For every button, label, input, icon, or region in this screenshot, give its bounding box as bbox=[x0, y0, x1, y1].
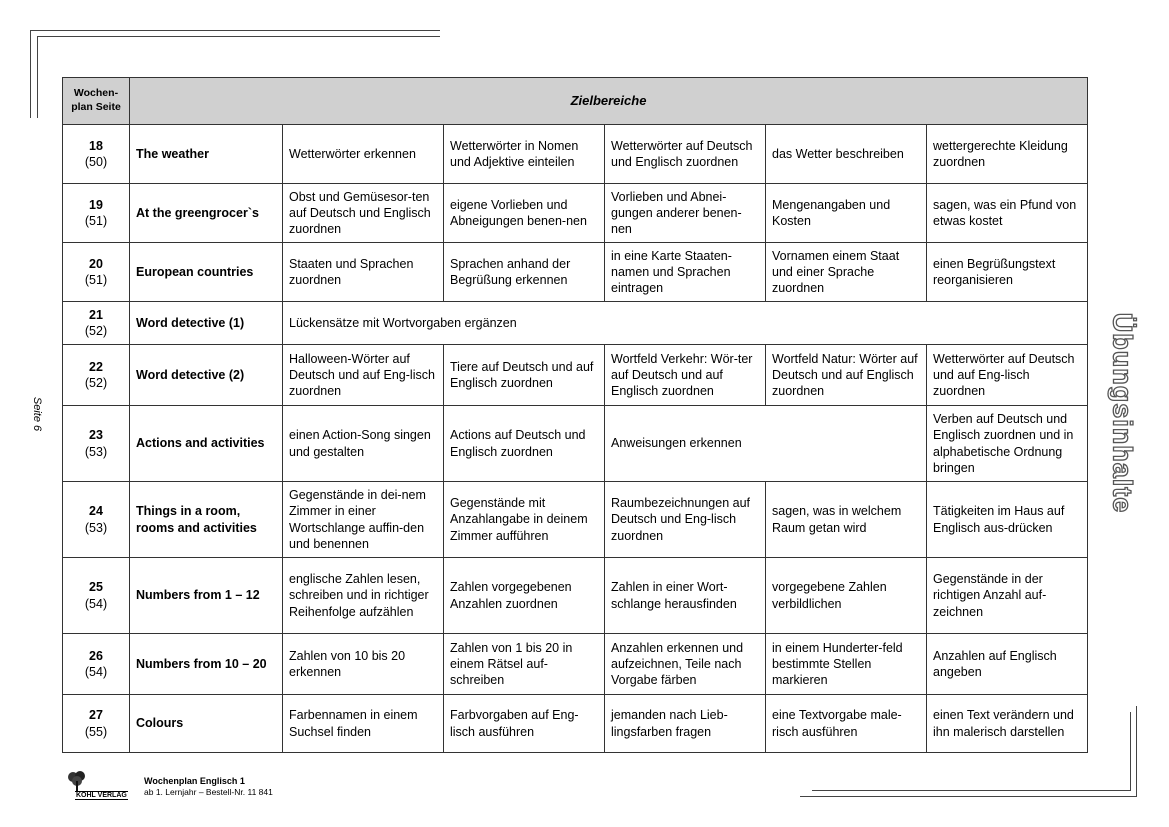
goal-cell: Wetterwörter in Nomen und Adjektive einteilen bbox=[444, 125, 605, 184]
frame-line-top-outer bbox=[30, 30, 440, 31]
goal-cell: Tiere auf Deutsch und auf Englisch zuordnen bbox=[444, 345, 605, 406]
section-title: Übungsinhalte bbox=[1107, 312, 1138, 514]
page-number: 27 bbox=[89, 708, 103, 723]
frame-line-left-outer bbox=[30, 30, 31, 118]
footer-title: Wochenplan Englisch 1 bbox=[144, 776, 245, 786]
table-row bbox=[63, 125, 1088, 184]
goal-cell: Anzahlen auf Englisch angeben bbox=[927, 634, 1088, 695]
page-cell bbox=[63, 482, 130, 558]
goal-cell: Tätigkeiten im Haus auf Englisch aus-drücken bbox=[927, 482, 1088, 558]
goal-cell: englische Zahlen lesen, schreiben und in richtiger Reihenfolge aufzählen bbox=[283, 558, 444, 634]
goal-cell: in eine Karte Staaten-namen und Sprachen eintragen bbox=[605, 243, 766, 302]
goal-cell: jemanden nach Lieb-lingsfarben fragen bbox=[605, 695, 766, 753]
page-cell bbox=[63, 243, 130, 302]
page-cell bbox=[63, 302, 130, 345]
page-sub: (52) bbox=[84, 376, 108, 390]
goal-cell: Wetterwörter auf Deutsch und auf Eng-lisch zuordnen bbox=[927, 345, 1088, 406]
header-page-column: Wochen-plan Seite bbox=[63, 78, 130, 125]
goal-cell: Wetterwörter auf Deutsch und Englisch zuordnen bbox=[605, 125, 766, 184]
goal-cell: eigene Vorlieben und Abneigungen benen-nen bbox=[444, 184, 605, 243]
goal-cell: Wetterwörter erkennen bbox=[283, 125, 444, 184]
goal-cell: Farbennamen in einem Suchsel finden bbox=[283, 695, 444, 753]
goal-cell: Farbvorgaben auf Eng-lisch ausführen bbox=[444, 695, 605, 753]
page-number: 18 bbox=[89, 138, 103, 153]
goal-cell: vorgegebene Zahlen verbildlichen bbox=[766, 558, 927, 634]
topic-cell: Numbers from 1 – 12 bbox=[130, 558, 283, 634]
page-cell bbox=[63, 184, 130, 243]
page-number: 21 bbox=[89, 307, 103, 322]
footer bbox=[64, 770, 324, 804]
goal-cell: Zahlen in einer Wort-schlange herausfinden bbox=[605, 558, 766, 634]
topic-cell: Numbers from 10 – 20 bbox=[130, 634, 283, 695]
page-sub: (53) bbox=[84, 520, 108, 535]
frame-line-bottom-outer bbox=[800, 796, 1136, 797]
goal-cell: Raumbezeichnungen auf Deutsch und Eng-lisch zuordnen bbox=[605, 482, 766, 558]
topic-cell: Colours bbox=[130, 695, 283, 753]
page-sub: (54) bbox=[84, 665, 108, 679]
goal-cell: Verben auf Deutsch und Englisch zuordnen und in alphabetische Ordnung bringen bbox=[927, 406, 1088, 482]
page-number: 23 bbox=[89, 428, 103, 443]
page-sub: (54) bbox=[84, 596, 108, 611]
page-cell bbox=[63, 406, 130, 482]
goal-cell: Staaten und Sprachen zuordnen bbox=[283, 243, 444, 302]
table-row bbox=[63, 345, 1088, 406]
goal-cell: sagen, was in welchem Raum getan wird bbox=[766, 482, 927, 558]
goal-cell: Halloween-Wörter auf Deutsch und auf Eng-lisch zuordnen bbox=[283, 345, 444, 406]
frame-line-left-inner bbox=[37, 36, 38, 118]
frame-line-top-inner bbox=[37, 36, 440, 37]
page-cell bbox=[63, 345, 130, 406]
goal-cell: Zahlen vorgegebenen Anzahlen zuordnen bbox=[444, 558, 605, 634]
table-row bbox=[63, 406, 1088, 482]
goal-cell: sagen, was ein Pfund von etwas kostet bbox=[927, 184, 1088, 243]
table-row bbox=[63, 243, 1088, 302]
goal-cell: Gegenstände in der richtigen Anzahl auf-zeichnen bbox=[927, 558, 1088, 634]
plan-table bbox=[62, 77, 1088, 753]
topic-cell: Word detective (1) bbox=[130, 302, 283, 345]
goal-cell: einen Action-Song singen und gestalten bbox=[283, 406, 444, 482]
frame-line-right-inner bbox=[1130, 712, 1131, 791]
table-row bbox=[63, 558, 1088, 634]
footer-subtitle: ab 1. Lernjahr – Bestell-Nr. 11 841 bbox=[144, 787, 273, 797]
page-sub: (51) bbox=[84, 214, 108, 228]
goal-cell: in einem Hunderter-feld bestimmte Stellen markieren bbox=[766, 634, 927, 695]
goal-cell: Vornamen einem Staat und einer Sprache zuordnen bbox=[766, 243, 927, 302]
goal-cell: eine Textvorgabe male-risch ausführen bbox=[766, 695, 927, 753]
table-row bbox=[63, 482, 1088, 558]
goal-cell: Anweisungen erkennen bbox=[605, 406, 927, 482]
goal-cell: Vorlieben und Abnei-gungen anderer benen-nen bbox=[605, 184, 766, 243]
goal-cell: Anzahlen erkennen und aufzeichnen, Teile nach Vorgabe färben bbox=[605, 634, 766, 695]
goal-cell: einen Begrüßungstext reorganisieren bbox=[927, 243, 1088, 302]
page-sub: (55) bbox=[84, 724, 108, 739]
page-sub: (50) bbox=[84, 155, 108, 169]
goal-cell: Gegenstände mit Anzahlangabe in deinem Zimmer aufführen bbox=[444, 482, 605, 558]
topic-cell: Actions and activities bbox=[130, 406, 283, 482]
page-number-label: Seite 6 bbox=[31, 396, 43, 432]
tree-logo-icon bbox=[66, 770, 88, 792]
page-number: 26 bbox=[89, 648, 103, 663]
goal-cell: Gegenstände in dei-nem Zimmer in einer Wortschlange auffin-den und benennen bbox=[283, 482, 444, 558]
goal-cell: Obst und Gemüsesor-ten auf Deutsch und Englisch zuordnen bbox=[283, 184, 444, 243]
page-number: 22 bbox=[89, 359, 103, 374]
page-cell bbox=[63, 125, 130, 184]
table-row bbox=[63, 634, 1088, 695]
goal-cell: Sprachen anhand der Begrüßung erkennen bbox=[444, 243, 605, 302]
topic-cell: The weather bbox=[130, 125, 283, 184]
page-sub: (52) bbox=[84, 324, 108, 338]
page-cell bbox=[63, 634, 130, 695]
goal-cell: Wortfeld Verkehr: Wör-ter auf Deutsch und auf Englisch zuordnen bbox=[605, 345, 766, 406]
topic-cell: At the greengrocer`s bbox=[130, 184, 283, 243]
table-row bbox=[63, 302, 1088, 345]
publisher-logo-text: KOHL VERLAG bbox=[76, 792, 127, 799]
page-number: 25 bbox=[89, 580, 103, 595]
goal-cell: wettergerechte Kleidung zuordnen bbox=[927, 125, 1088, 184]
page-sub: (51) bbox=[84, 273, 108, 287]
page-cell bbox=[63, 558, 130, 634]
goal-cell: Mengenangaben und Kosten bbox=[766, 184, 927, 243]
goal-cell: das Wetter beschreiben bbox=[766, 125, 927, 184]
table-row bbox=[63, 184, 1088, 243]
goal-cell: Zahlen von 10 bis 20 erkennen bbox=[283, 634, 444, 695]
page-number: 20 bbox=[89, 256, 103, 271]
topic-cell: Things in a room, rooms and activities bbox=[130, 482, 283, 558]
goal-cell: einen Text verändern und ihn malerisch darstellen bbox=[927, 695, 1088, 753]
goal-cell: Zahlen von 1 bis 20 in einem Rätsel auf-schreiben bbox=[444, 634, 605, 695]
frame-line-right-outer bbox=[1136, 706, 1137, 797]
page-sub: (53) bbox=[84, 444, 108, 459]
page-number: 19 bbox=[89, 197, 103, 212]
table-row bbox=[63, 695, 1088, 753]
page-cell bbox=[63, 695, 130, 753]
table-header-row bbox=[63, 78, 1088, 125]
goal-cell: Actions auf Deutsch und Englisch zuordnen bbox=[444, 406, 605, 482]
topic-cell: Word detective (2) bbox=[130, 345, 283, 406]
goal-cell: Lückensätze mit Wortvorgaben ergänzen bbox=[283, 302, 1088, 345]
page-number: 24 bbox=[89, 504, 103, 519]
goal-cell: Wortfeld Natur: Wörter auf Deutsch und auf Englisch zuordnen bbox=[766, 345, 927, 406]
header-goals: Zielbereiche bbox=[130, 78, 1088, 125]
frame-line-bottom-inner bbox=[812, 790, 1130, 791]
topic-cell: European countries bbox=[130, 243, 283, 302]
